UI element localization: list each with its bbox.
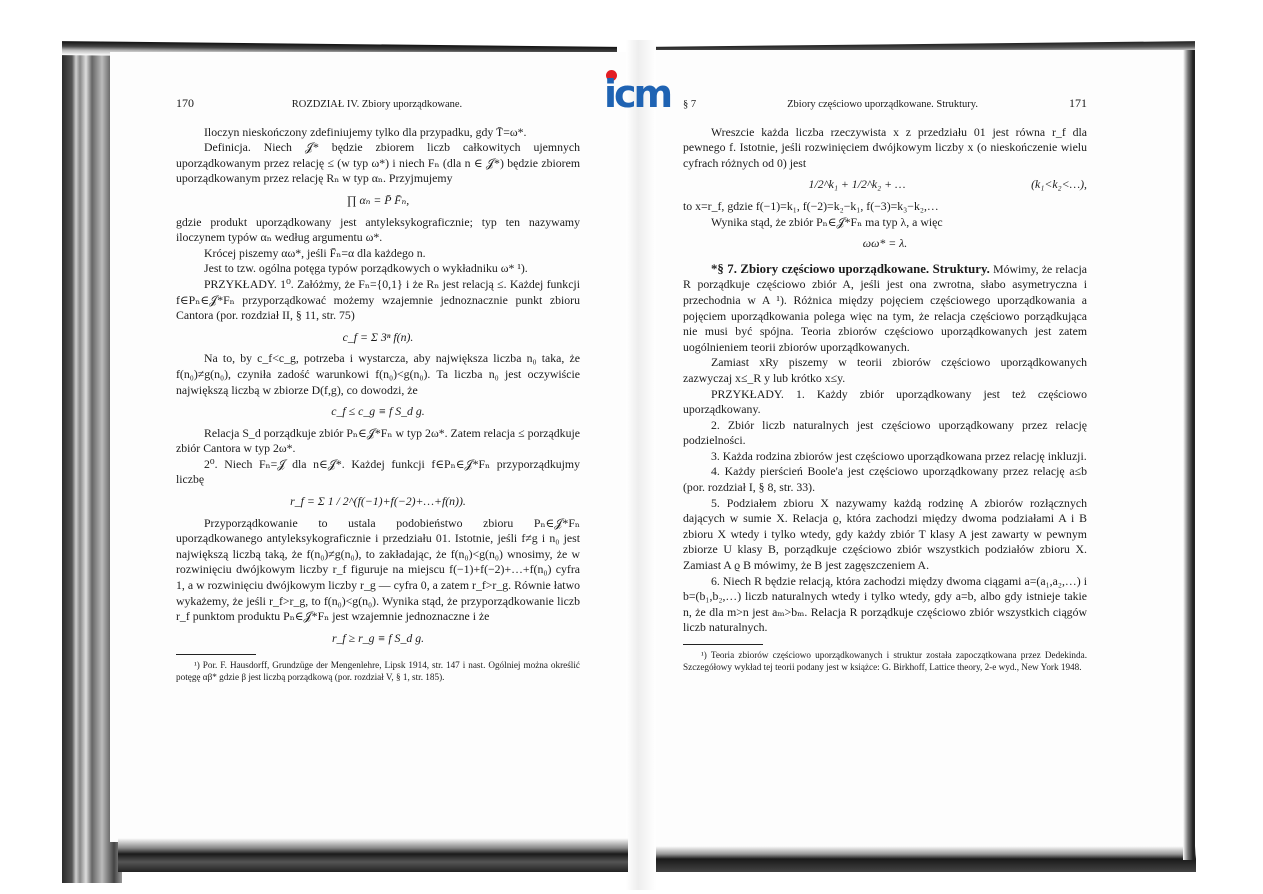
page-edge <box>118 838 628 872</box>
icm-logo <box>604 70 680 114</box>
running-head-title: ROZDZIAŁ IV. Zbiory uporządkowane. <box>291 99 463 110</box>
paragraph: Krócej piszemy αω*, jeśli F̄ₙ=α dla każdego n. <box>204 245 426 260</box>
paragraph: Wynika stąd, że zbiór Pₙ∈𝒥*Fₙ ma typ λ, a więc <box>711 214 943 229</box>
paragraph: Przyporządkowanie to ustala podobieństwo zbioru Pₙ∈𝒥*Fₙ uporządkowanego antyleksykograficznie i przedziału 01. Istotnie, jeśli f≠g i n₀ jest największą liczbą taką, że f(n₀)≠g(n₀), to zakładając, że f(n₀)<g(n₀) wnosimy, że w rozwinięciu dwójkowym liczby r_f figuruje na miejscu f(−1)+f(−2)+…+f(n₀) cyfra 1, a w rozwinięciu dwójkowym liczby r_g — cyfra 0, a zatem r_f>r_g. Równie łatwo wykażemy, że jeśli r_f>r_g, to f(n₀)<g(n₀). Wynika stąd, że przyporządkowanie liczb r_f punktom produktu Pₙ∈𝒥*Fₙ jest wzajemnie jednoznaczne i że <box>176 515 580 624</box>
equation: r_f = Σ 1 / 2^(f(−1)+f(−2)+…+f(n)). <box>290 494 466 509</box>
paragraph: Wreszcie każda liczba rzeczywista x z przedziału 01 jest równa r_f dla pewnego f. Istotnie, jeśli rozwinięciem dwójkowym liczby x (o nieskończenie wielu cyfrach różnych od 0) jest <box>683 124 1087 170</box>
paragraph: PRZYKŁADY. 1⁰. Załóżmy, że Fₙ={0,1} i że Rₙ jest relacją ≤. Każdej funkcji f∈Pₙ∈𝒥*Fₙ przyporządkować możemy wzajemnie jednoznacznie punkt zbioru Cantora (por. rozdział II, § 11, str. 75) <box>176 276 580 323</box>
paragraph: 6. Niech R będzie relacją, która zachodzi między dwoma ciągami a=(a₁,a₂,…) i b=(b₁,b₂,…) liczb naturalnych wtedy i tylko wtedy, gdy a=b, albo gdy istnieje takie n, że dla m>n jest aₘ>bₘ. Relacja R porządkuje częściowo zbiór wszystkich ciągów liczb naturalnych. <box>683 573 1087 635</box>
equation: ∏ αₙ = P̄ F̄ₙ, <box>346 192 410 207</box>
paragraph: 3. Każda rodzina zbiorów jest częściowo uporządkowana przez relację inkluzji. <box>711 448 1087 463</box>
paragraph: Definicja. Niech 𝒥* będzie zbiorem liczb całkowitych ujemnych uporządkowanym przez relację ≤ (w typ ω*) i niech Fₙ (dla n ∈ 𝒥*) będzie zbiorem uporządkowanym przez relację Rₙ w typ αₙ. Przyjmujemy <box>176 140 580 186</box>
paragraph: to x=r_f, gdzie f(−1)=k₁, f(−2)=k₂−k₁, f(−3)=k₃−k₂,… <box>683 198 939 213</box>
equation: ωω* = λ. <box>862 236 908 251</box>
right-running-head <box>683 96 1087 113</box>
paragraph: 4. Każdy pierścień Boole'a jest częściowo uporządkowany przez relację a≤b (por. rozdział I, § 8, str. 33). <box>683 464 1087 495</box>
left-page-body <box>176 125 580 647</box>
logo-text: icm <box>604 72 671 116</box>
equation-body: 1/2^k₁ + 1/2^k₂ + … <box>808 177 906 192</box>
footnote: ¹) Por. F. Hausdorff, Grundzüge der Mengenlehre, Lipsk 1914, str. 147 i nast. Ogólniej można określić potęgę αβ* gdzie β jest liczbą porządkową (por. rozdział V, § 1, str. 185). <box>176 660 580 683</box>
equation: r_f ≥ r_g ≡ f S_d g. <box>331 630 425 645</box>
equation <box>683 177 1087 193</box>
page-number: 170 <box>176 96 194 110</box>
book-gutter <box>626 40 656 890</box>
section-text: Mówimy, że relacja R porządkuje częściowo zbiór A, jeśli jest ona zwrotna, słabo asymetryczna i przechodnia w A ¹). Różnica między pojęciem częściowego uporządkowania a pojęciem uporządkowania polega więc na tym, że relacja częściowo porządkująca nie musi być spójna. Teoria zbiorów częściowo uporządkowanych jest zatem uogólnieniem teorii zbiorów uporządkowanych. <box>683 261 1087 354</box>
equation: c_f = Σ 3ⁿ f(n). <box>342 329 414 344</box>
paragraph: gdzie produkt uporządkowany jest antyleksykograficznie; typ ten nazywamy iloczynem typów αₙ według argumentu ω*. <box>176 214 580 245</box>
paragraph: Iloczyn nieskończony zdefiniujemy tylko dla przypadku, gdy T̄=ω*. <box>204 124 527 139</box>
page-edge <box>656 846 1196 872</box>
paragraph: PRZYKŁADY. 1. Każdy zbiór uporządkowany jest też częściowo uporządkowany. <box>683 386 1087 417</box>
section-paragraph <box>683 262 1087 356</box>
footnote-rule <box>683 644 763 645</box>
footnote: ¹) Teoria zbiorów częściowo uporządkowanych i struktur została zapoczątkowana przez Dedekinda. Szczegółowy wykład tej teorii podany jest w książce: G. Birkhoff, Lattice theory, 2-e wyd., New York 1948. <box>683 650 1087 672</box>
paragraph: Relacja S_d porządkuje zbiór Pₙ∈𝒥*Fₙ w typ 2ω*. Zatem relacja ≤ porządkuje zbiór Cantora w typ 2ω*. <box>176 425 580 456</box>
right-page-body <box>683 125 1087 636</box>
section-mark: § 7 <box>683 99 697 110</box>
page-number: 171 <box>1068 96 1087 110</box>
paragraph: 2. Zbiór liczb naturalnych jest częściowo uporządkowany przez relację podzielności. <box>683 417 1087 448</box>
equation-tag: (k₁<k₂<…), <box>1031 177 1087 192</box>
paragraph: Jest to tzw. ogólna potęga typów porządkowych o wykładniku ω* ¹). <box>204 261 528 276</box>
paragraph: 5. Podziałem zbioru X nazywamy każdą rodzinę A zbiorów rozłącznych dających w sumie X. Relacja ϱ, która zachodzi między dwoma podziałami A i B zbioru X wtedy i tylko wtedy, gdy każdy zbiór T klasy A jest zawarty w pewnym zbiorze U klasy B, porządkuje częściowo zbiór wszystkich podziałów zbioru X. Zamiast A ϱ B mówimy, że B jest zagęszczeniem A. <box>683 495 1087 573</box>
paragraph: Zamiast xRy piszemy w teorii zbiorów częściowo uporządkowanych zazwyczaj x≤_R y lub krótko x≤y. <box>683 355 1087 385</box>
paragraph: Na to, by c_f<c_g, potrzeba i wystarcza, aby największa liczba n₀ taka, że f(n₀)≠g(n₀), czyniła zadość warunkowi f(n₀)<g(n₀). Ta liczba n₀ jest oczywiście największą liczbą w zbiorze D(f,g), co dowodzi, że <box>176 351 580 397</box>
left-running-head <box>176 96 580 113</box>
right-page <box>683 96 1087 673</box>
page-edge <box>1183 50 1195 860</box>
paragraph: 2⁰. Niech Fₙ=𝒥 dla n∈𝒥*. Każdej funkcji f∈Pₙ∈𝒥*Fₙ przyporządkujmy liczbę <box>176 456 580 487</box>
footnote-rule <box>176 654 256 655</box>
equation: c_f ≤ c_g ≡ f S_d g. <box>331 404 425 419</box>
section-title: *§ 7. Zbiory częściowo uporządkowane. Struktury. <box>711 261 990 276</box>
left-page <box>176 96 580 683</box>
running-head-title: Zbiory częściowo uporządkowane. Struktury. <box>787 99 978 110</box>
